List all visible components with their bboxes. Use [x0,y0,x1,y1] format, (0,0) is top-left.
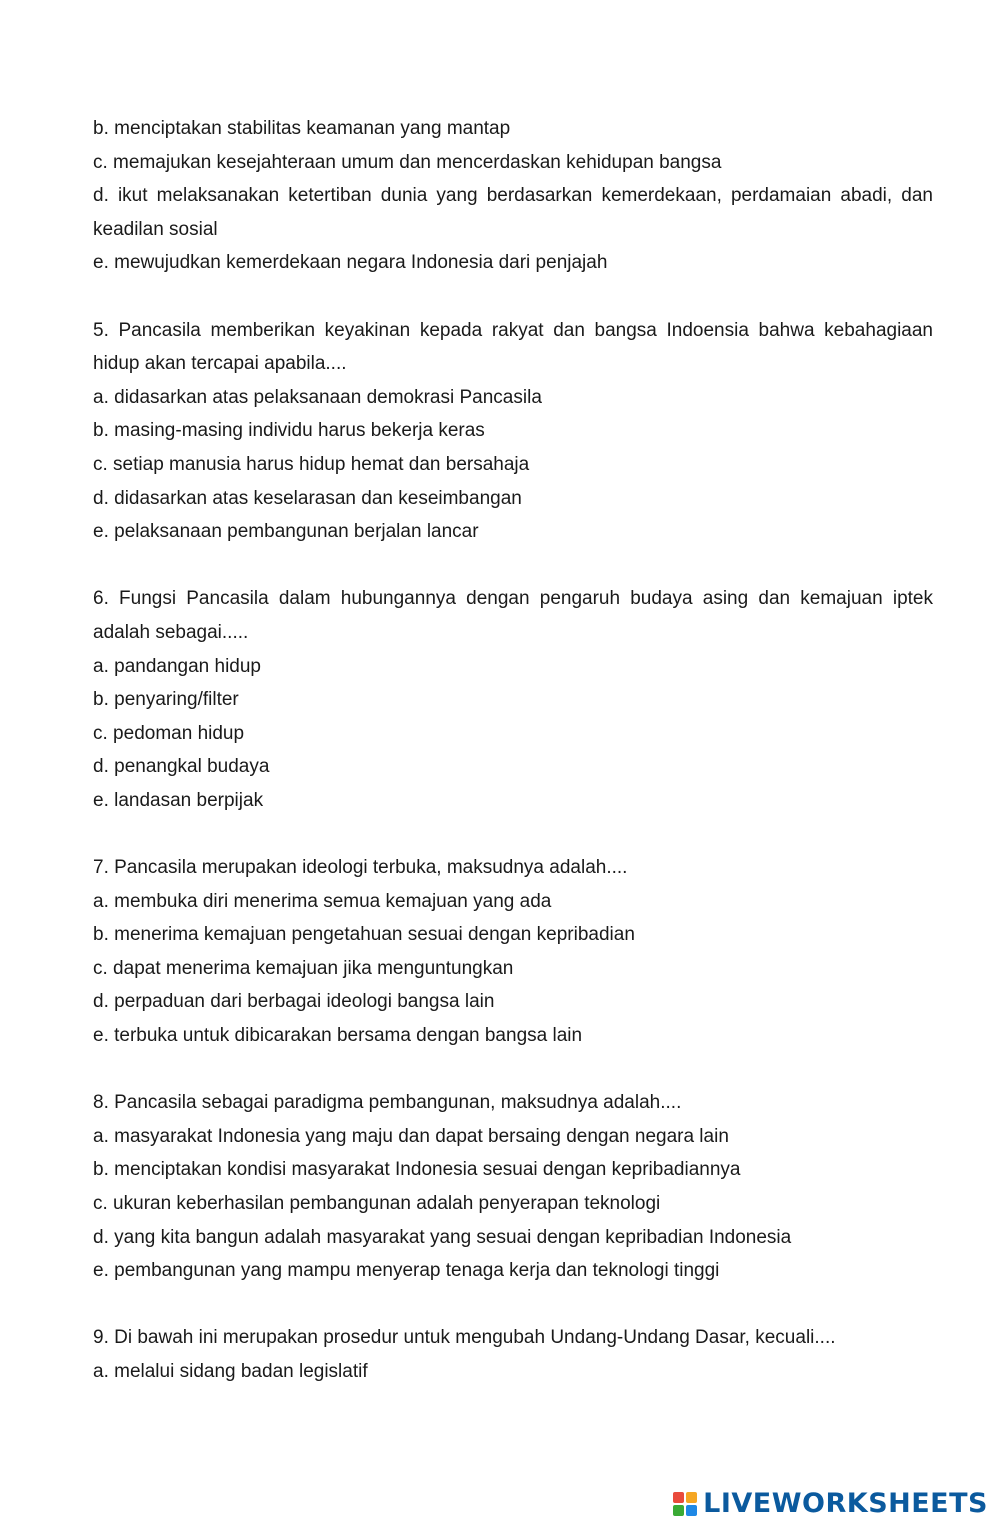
question-text: 9. Di bawah ini merupakan prosedur untuk mengubah Undang-Undang Dasar, kecuali.... [93,1327,836,1349]
question-text: 6. Fungsi Pancasila dalam hubungannya dengan pengaruh budaya asing dan kemajuan iptek adalah sebagai..... [93,588,933,643]
option-line: b. masing-masing individu harus bekerja keras [93,420,485,442]
option-line: e. terbuka untuk dibicarakan bersama dengan bangsa lain [93,1025,583,1047]
logo-square [673,1492,684,1503]
question-text: 8. Pancasila sebagai paradigma pembangunan, maksudnya adalah.... [93,1092,682,1114]
option-line: c. dapat menerima kemajuan jika menguntungkan [93,957,514,979]
option-line: d. didasarkan atas keselarasan dan keseimbangan [93,487,522,509]
option-line: b. menciptakan kondisi masyarakat Indonesia sesuai dengan kepribadiannya [93,1159,741,1181]
option-line: e. landasan berpijak [93,789,264,811]
intro-options-block [93,112,933,280]
question-6 [93,582,933,817]
option-line: d. yang kita bangun adalah masyarakat yang sesuai dengan kepribadian Indonesia [93,1226,792,1248]
question-7 [93,851,933,1053]
question-5 [93,314,933,549]
logo-text: LIVEWORKSHEETS [703,1488,988,1519]
option-line: d. ikut melaksanakan ketertiban dunia yang berdasarkan kemerdekaan, perdamaian abadi, dan keadilan sosial [93,185,933,240]
option-line: a. pandangan hidup [93,655,261,677]
worksheet-page [93,112,933,1389]
question-text: 7. Pancasila merupakan ideologi terbuka, maksudnya adalah.... [93,857,628,879]
liveworksheets-logo-icon [673,1492,697,1516]
logo-square [686,1505,697,1516]
question-text: 5. Pancasila memberikan keyakinan kepada rakyat dan bangsa Indoensia bahwa kebahagiaan hidup akan tercapai apabila.... [93,319,933,375]
option-line: b. penyaring/filter [93,689,239,711]
question-8 [93,1086,933,1288]
option-line: d. penangkal budaya [93,756,270,778]
question-9 [93,1321,933,1388]
liveworksheets-logo[interactable] [673,1488,988,1519]
option-line: a. melalui sidang badan legislatif [93,1360,368,1382]
logo-square [673,1505,684,1516]
option-line: a. membuka diri menerima semua kemajuan yang ada [93,890,552,912]
option-line: d. perpaduan dari berbagai ideologi bangsa lain [93,991,495,1013]
option-line: e. pelaksanaan pembangunan berjalan lancar [93,521,479,543]
option-line: e. pembangunan yang mampu menyerap tenaga kerja dan teknologi tinggi [93,1260,720,1282]
option-line: b. menerima kemajuan pengetahuan sesuai dengan kepribadian [93,924,635,946]
option-line: e. mewujudkan kemerdekaan negara Indonesia dari penjajah [93,252,608,274]
option-line: c. setiap manusia harus hidup hemat dan bersahaja [93,453,530,475]
option-line: c. memajukan kesejahteraan umum dan mencerdaskan kehidupan bangsa [93,151,722,173]
option-line: a. didasarkan atas pelaksanaan demokrasi Pancasila [93,386,542,408]
option-line: c. pedoman hidup [93,722,245,744]
option-line: b. menciptakan stabilitas keamanan yang mantap [93,118,511,139]
option-line: c. ukuran keberhasilan pembangunan adalah penyerapan teknologi [93,1193,661,1214]
option-line: a. masyarakat Indonesia yang maju dan dapat bersaing dengan negara lain [93,1125,729,1147]
logo-square [686,1492,697,1503]
